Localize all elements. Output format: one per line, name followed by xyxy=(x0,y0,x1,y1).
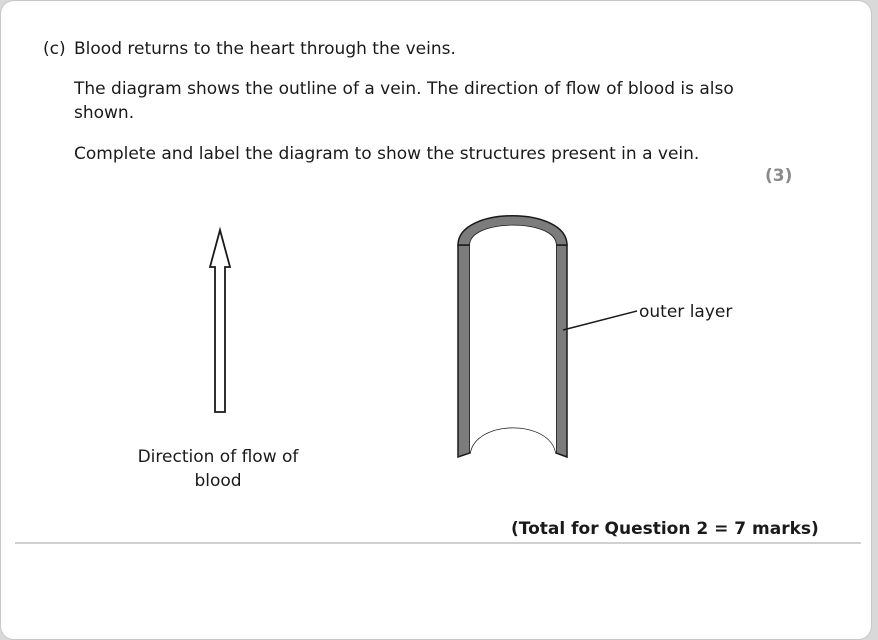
arrow-caption: Direction of flow of blood xyxy=(137,447,299,491)
divider xyxy=(15,542,861,544)
question-total: (Total for Question 2 = 7 marks) xyxy=(511,519,819,539)
outer-layer-leader-line xyxy=(563,311,637,330)
outer-layer-label: outer layer xyxy=(639,302,733,322)
vein-diagram xyxy=(1,1,873,601)
part-label: (c) xyxy=(43,39,66,59)
question-paragraph-2: Complete and label the diagram to show the structures present in a vein. xyxy=(74,144,700,164)
flow-arrow-icon xyxy=(210,230,230,412)
vein-outline[interactable] xyxy=(458,216,567,457)
question-paragraph-1: The diagram shows the outline of a vein. The direction of flow of blood is also shown. xyxy=(74,79,734,123)
marks-indicator: (3) xyxy=(765,166,793,186)
question-intro: Blood returns to the heart through the veins. xyxy=(74,39,456,59)
